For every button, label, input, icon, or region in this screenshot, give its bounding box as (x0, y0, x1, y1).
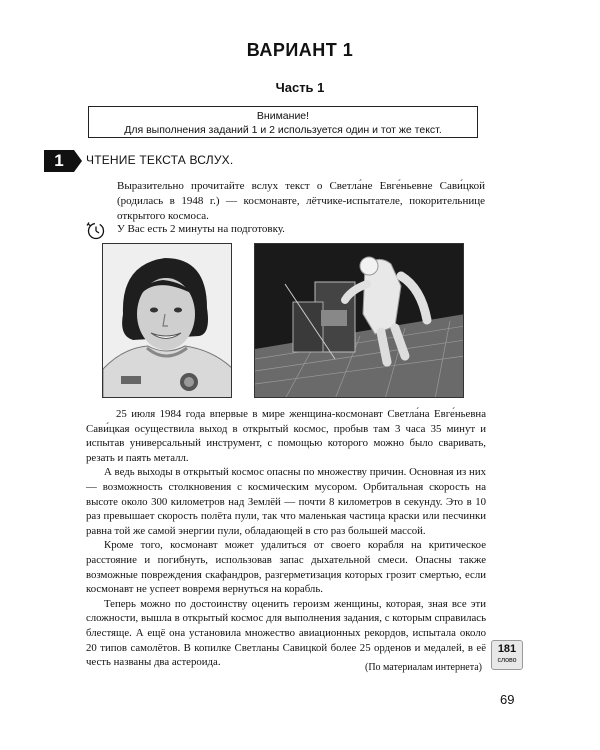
notice-title: Внимание! (256, 110, 310, 122)
portrait-photo (102, 243, 232, 398)
paragraph: Теперь можно по достоинству оценить героизм женщины, которая, зная все эти сложности, вышла в открытый космос для выполнения задания, с которым справилась блестяще. А ещё она установила множество авиационных рекордов, испытала около 20 типов самолётов. В копилке Светланы Савицкой более 25 орденов и медалей, в её честь названы два астероида. (86, 597, 486, 669)
word-count-number: 181 (497, 643, 517, 655)
paragraph: 25 июля 1984 года впервые в мире женщина-космонавт Светла́на Евге́ньевна Сави́цкая осуществила выход в открытый космос, пробыв там 3 часа 35 минут и испытав универсальный инструмент, с помощью которого можно было сваривать, резать и паять металл. (86, 408, 486, 464)
clock-icon (86, 220, 106, 240)
main-text (86, 407, 486, 670)
task-number-badge: 1 (44, 150, 74, 172)
page-number: 69 (500, 692, 515, 707)
paragraph: Кроме того, космонавт может удалиться от своего корабля на критическое расстояние и погибнуть, использовав запас дыхательной смеси. Опасны также возможные повреждения скафандров, разгерметизация которых грозит смертью, если космонавт не успеет вовремя вернуться на корабль. (86, 539, 486, 596)
source-note: (По материалам интернета) (365, 662, 482, 673)
word-count-badge (491, 640, 523, 670)
notice-box (88, 106, 478, 138)
word-count-label: слово (497, 657, 517, 664)
paragraph: А ведь выходы в открытый космос опасны по множеству причин. Основная из них — возможность столкновения с космическим мусором. Орбитальная скорость на высоте около 300 километров над Землёй — почти 8 километров в секунду. Это в 10 раз превышает скорость полёта пули, так что маленькая частица краски или песчинки равна той же самой энергии пули, обладающей в сто раз большей массой. (86, 466, 486, 537)
notice-text: Для выполнения заданий 1 и 2 используется один и тот же текст. (124, 124, 442, 136)
part-title: Часть 1 (275, 80, 325, 95)
variant-title: ВАРИАНТ 1 (246, 40, 354, 60)
prep-time-text: У Вас есть 2 минуты на подготовку. (117, 223, 285, 235)
task-title: ЧТЕНИЕ ТЕКСТА ВСЛУХ. (86, 153, 234, 167)
task-instruction: Выразительно прочитайте вслух текст о Светла́не Евге́ньевне Сави́цкой (родилась в 1948 г.) — космонавте, лётчике-испытателе, покорительнице открытого космоса. (117, 180, 485, 222)
spacewalk-photo (254, 243, 464, 398)
